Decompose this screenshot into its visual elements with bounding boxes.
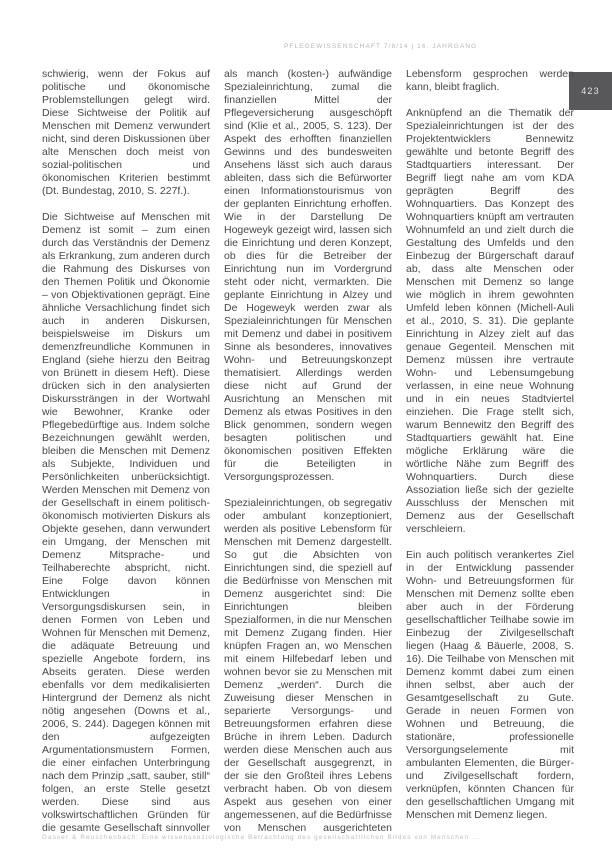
running-header: PFLEGEWISSENSCHAFT 7/8/14 | 16. JAHRGANG [284,43,478,50]
article-text [42,68,574,835]
paragraph: schwierig, wenn der Fokus auf politische und ökonomische Problemstellungen gelegt wird. Diese Sichtweise der Politik auf Menschen mit Demenz verwundert nicht, sind deren Diskussionen über alte Menschen doch meist von sozial-politischen und ökonomischen Kriterien bestimmt (Dt. Bundestag, 2010, S. 227f.). [42,68,210,197]
page-number: 423 [581,86,600,96]
footer-article-reference: Gasser & Reuschenbach: Eine wissenssoziologische Betrachtung des gesellschaftlichen Bildes von Menschen ... [42,834,481,841]
page-number-badge [569,72,612,110]
paragraph: Anknüpfend an die Thematik der Spezialeinrichtungen ist der des Projektentwicklers Bennewitz gewählte und betonte Begriff des Stadtquartiers interessant. Der Begriff liegt nahe am vom KDA geprägten Begriff des Wohnquartiers. Das Konzept des Wohnquartiers knüpft am vertrauten Wohnumfeld an und zielt durch die Gestaltung des Umfelds und den Einbezug der Bürgerschaft darauf ab, dass alte Menschen oder Menschen mit Demenz so lange wie möglich in ihrem gewohnten Umfeld leben können (Michell-Auli et al., 2010, S. 31). Die geplante Einrichtung in Alzey zielt auf das genaue Gegenteil. Menschen mit Demenz müssen ihre vertraute Wohn- und Lebensumgebung verlassen, in eine neue Wohnung und in ein neues Stadtviertel einziehen. Die Frage stellt sich, warum Bennewitz den Begriff des Stadtquartiers gewählt hat. Eine mögliche Erklärung wäre die wörtliche Nähe zum Begriff des Wohnquartiers. Durch diese Assoziation ließe sich der gezielte Ausschluss der Menschen mit Demenz aus der Gesellschaft verschleiern. [406,107,574,535]
paragraph: Ein auch politisch verankertes Ziel in der Entwicklung passender Wohn- und Betreuungsformen für Menschen mit Demenz sollte eben aber auch in der Förderung gesellschaftlicher Teilhabe sowie im Einbezug der Zivilgesellschaft liegen (Haag & Bäuerle, 2008, S. 16). Die Teilhabe von Menschen mit Demenz kommt dabei zum einen ihnen selbst, aber auch der Gesamtgesellschaft zu Gute. Gerade in neuen Formen von Wohnen und Betreuung, die stationäre, professionelle Versorgungselemente mit ambulanten Elementen, die Bürger- und Zivilgesellschaft fordern, verknüpfen, könnten Chancen für den gesellschaftlichen Umgang mit Menschen mit Demenz liegen. [406,549,574,821]
paragraph: Spezialeinrichtungen, ob segregativ oder ambulant konzeptioniert, werden als positive Lebensform für Menschen mit Demenz dargestellt. So gut die Absichten von Einrichtungen sind, die speziell auf die Bedürfnisse von Menschen mit Demenz ausgerichtet sind: Die Einrichtungen bleiben Spezialformen, in die nur Menschen mit Demenz Zugang finden. Hier knüpfen Fragen an, wo Menschen mit einem Hilfebedarf leben und wohnen bevor sie zu Menschen mit Demenz „werden“. Durch die Zuweisung dieser Menschen in separierte Versorgungs- und Betreuungsformen erfahren diese Brüche in ihrem Leben. Dadurch werden diese Menschen auch aus der Gesellschaft ausgegrenzt, in der sie den Großteil ihres Lebens verbracht haben. Ob von diesem Aspekt aus gesehen von einer angemessenen, auf die Bedürfnisse von Menschen ausgerichteten Lebensform gesprochen werden kann, bleibt fraglich. [224,68,574,834]
paragraph: Die Sichtweise auf Menschen mit Demenz ist somit – zum einen durch das Verständnis der Demenz als Erkrankung, zum anderen durch die Rahmung des Diskurses von den Themen Politik und Ökonomie – von Objektivationen geprägt. Eine ähnliche Versachlichung findet sich auch in anderen Diskursen, beispielsweise im Diskurs um demenzfreundliche Kommunen in England (siehe hierzu den Beitrag von Brünett in diesem Heft). Diese drücken sich in den analysierten Diskurssträngen in der Wortwahl wie Bewohner, Kranke oder Pflegebedürftige aus. Indem solche Bezeichnungen gewählt werden, bleiben die Menschen mit Demenz als Subjekte, Individuen und Persönlichkeiten unberücksichtigt. Werden Menschen mit Demenz von der Gesellschaft in einem politisch-ökonomisch motivierten Diskurs als Objekte gesehen, dann verwundert ein Umgang, der Menschen mit Demenz Mitsprache- und Teilhaberechte abspricht, nicht. Eine Folge davon können Entwicklungen in Versorgungsdiskursen sein, in denen Formen von Leben und Wohnen für Menschen mit Demenz, die adäquate Betreuung und spezielle Angebote fordern, ins Abseits geraten. Diese werden ebenfalls vor dem medikalisierten Hintergrund der Demenz als nicht nötig angesehen (Downs et al., 2006, S. 244). Dagegen können mit den aufgezeigten Argumentationsmustern Formen, die einer einfachen Unterbringung nach dem Prinzip „satt, sauber, still“ folgen, an erste Stelle gesetzt werden. Diese sind aus volkswirtschaftlichen Gründen für die gesamte Gesellschaft sinnvoller als manch (kosten-) aufwändige Spezialeinrichtung, zumal die finanziellen Mittel der Pflegeversicherung ausgeschöpft sind (Klie et al., 2005, S. 123). Der Aspekt des erhofften finanziellen Gewinns und des bundesweiten Ansehens lässt sich auch daraus ableiten, dass sich die Befürworter einen Informationstourismus von der geplanten Einrichtung erhoffen. Wie in der Darstellung De Hogeweyk gezeigt wird, lassen sich die Einrichtung und deren Konzept, ob dies für die Betreiber der Einrichtung nun im Vordergrund steht oder nicht, vermarkten. Die geplante Einrichtung in Alzey und De Hogeweyk werden zwar als Spezialeinrichtungen für Menschen mit Demenz und dabei in positivem Sinne als besonderes, innovatives Wohn- und Betreuungskonzept thematisiert. Allerdings werden diese nicht auf Grund der Ausrichtung an Menschen mit Demenz als etwas Positives in den Blick genommen, sondern wegen besagten politischen und ökonomischen positiven Effekten für die Beteiligten in Versorgungsprozessen. [42,68,392,834]
